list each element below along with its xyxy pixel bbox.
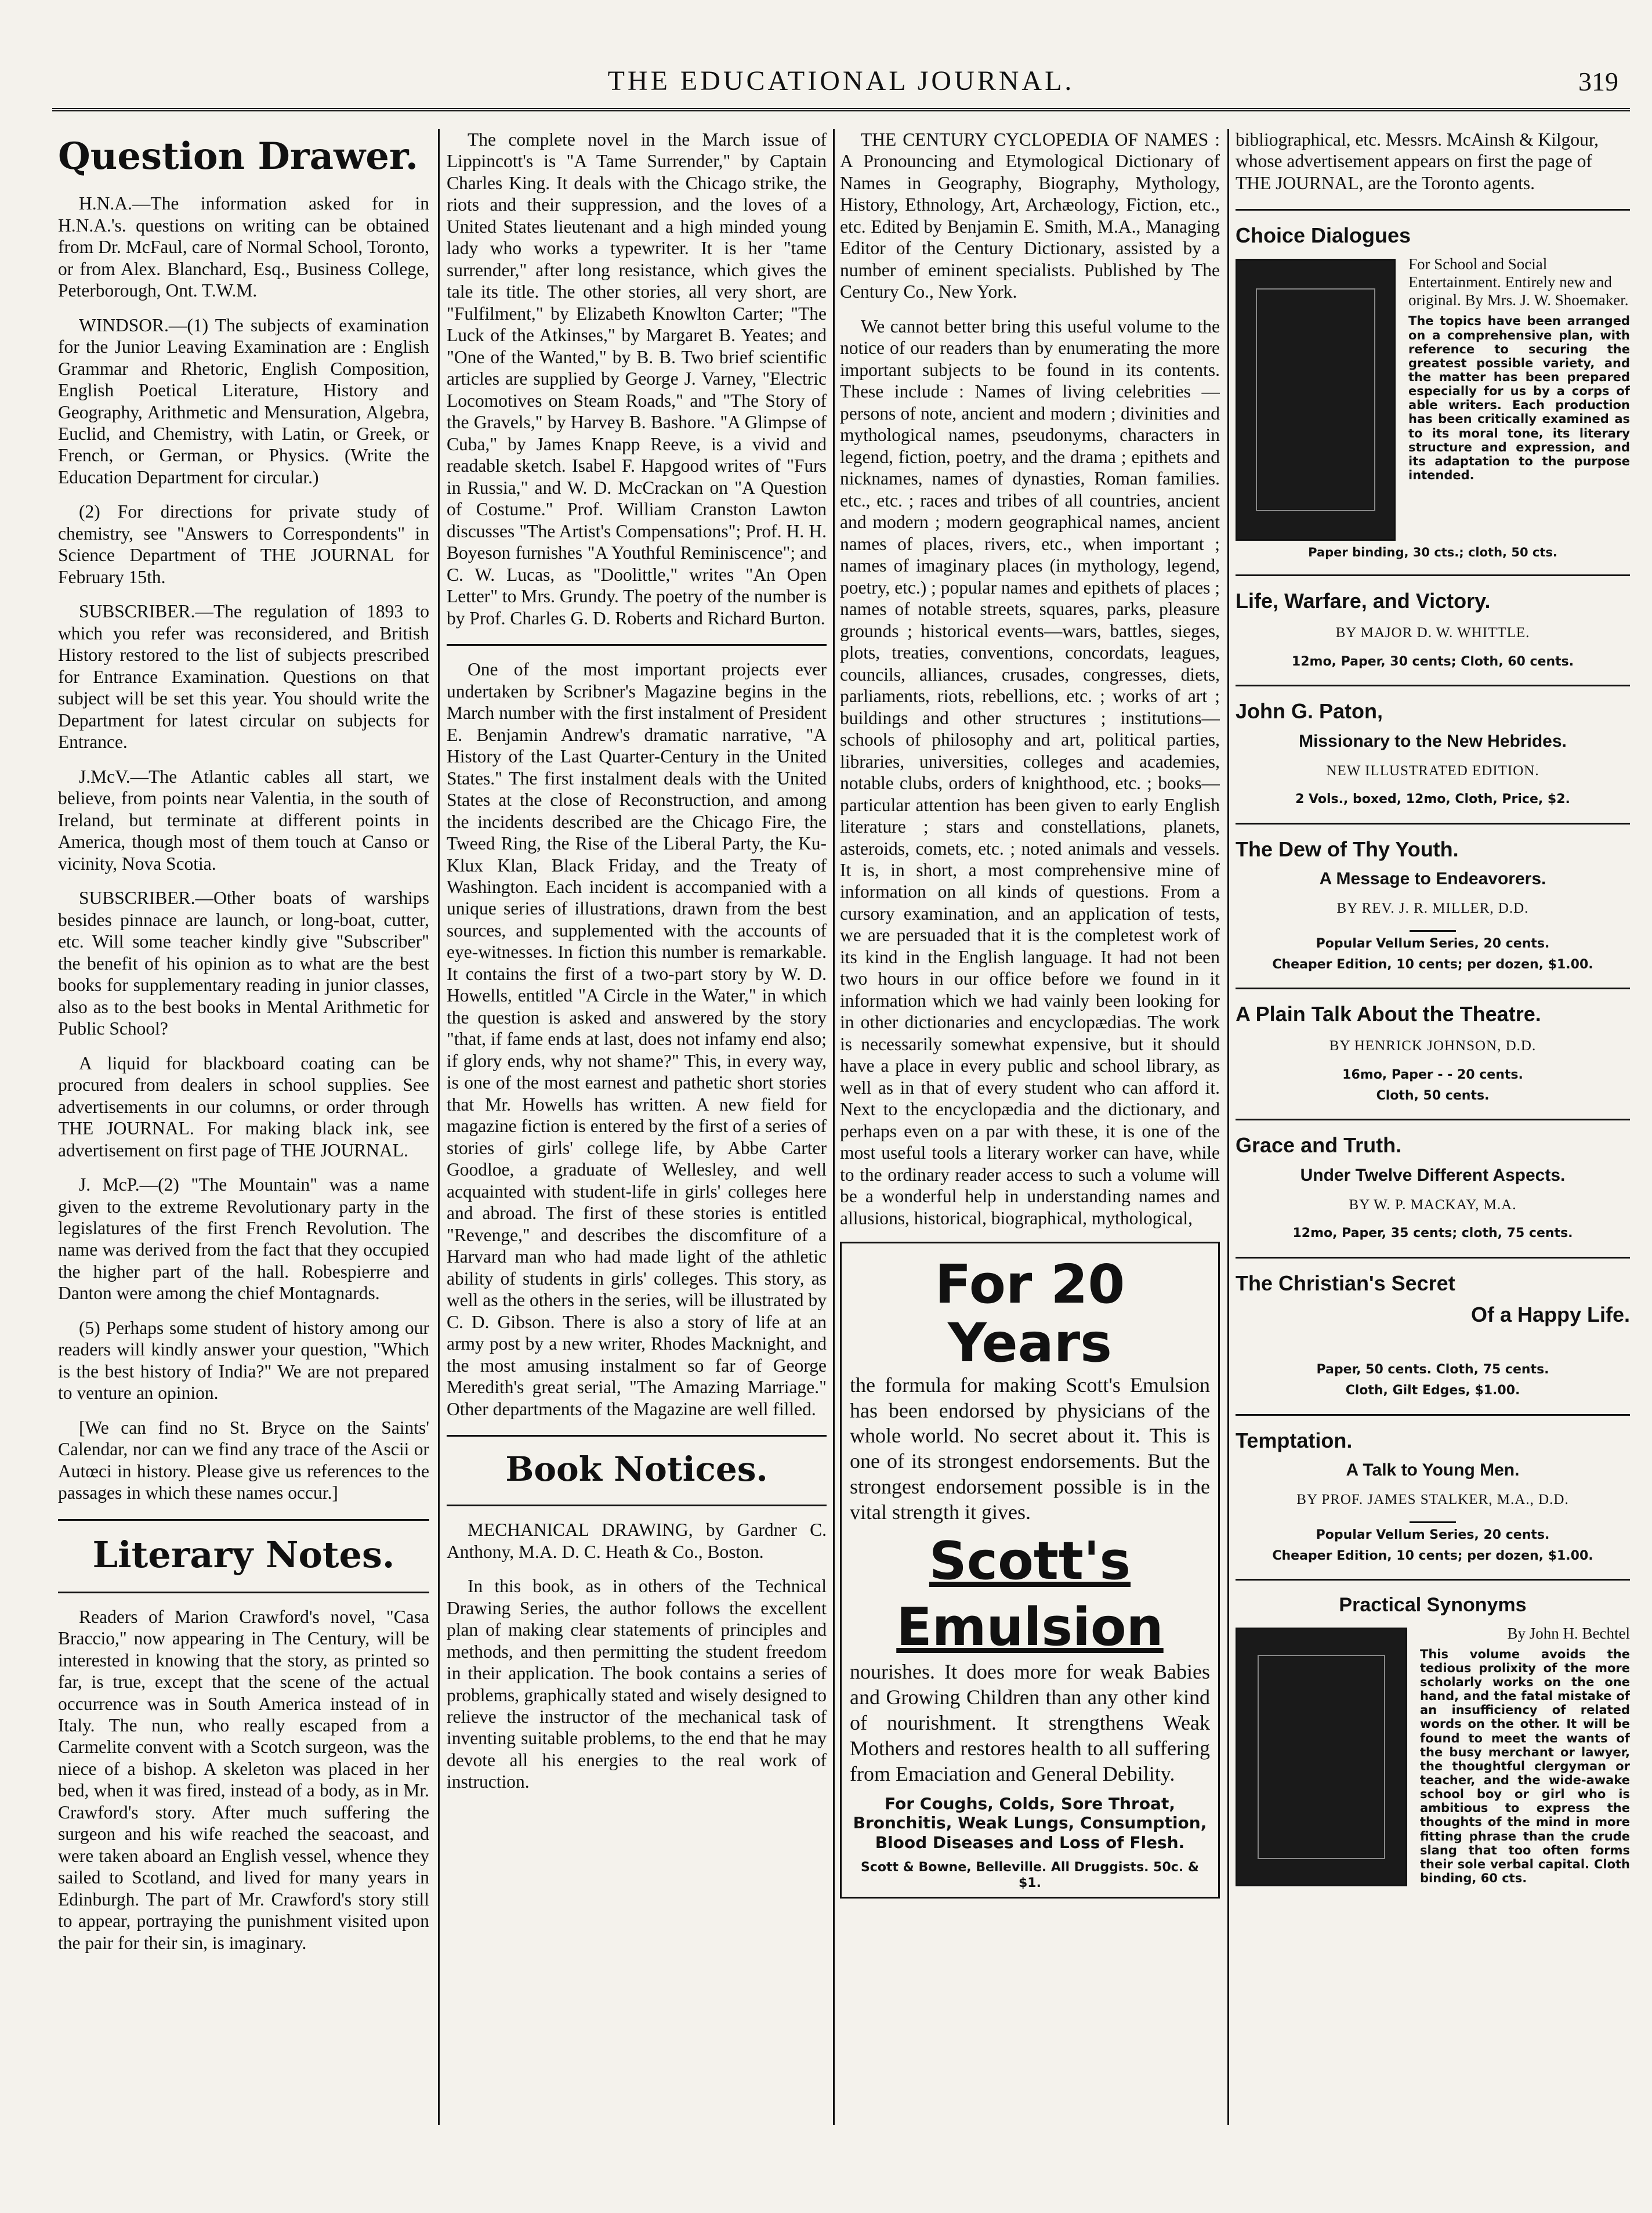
christians-secret-ad <box>1236 1271 1630 1399</box>
theatre-ad <box>1236 1002 1630 1104</box>
ad-title: Choice Dialogues <box>1236 223 1411 248</box>
ad-title: Temptation. <box>1236 1428 1353 1452</box>
ad-subtitle: Of a Happy Life. <box>1470 1303 1630 1327</box>
section-rule <box>1236 685 1630 686</box>
column-2 <box>447 129 827 2125</box>
section-rule <box>447 1435 827 1437</box>
scribners-paragraph: One of the most important projects ever undertaken by Scribner's Magazine begins in the March number with the first instalment of President E. Benjamin Andrew's dramatic narrative, "A History of the Last Quarter-Century in the United States." The first instalment deals with the United States at the close of Reconstruction, and among the incidents described are the Chicago Fire, the Tweed Ring, the Rise of the Liberal Party, the Ku-Klux Klan, Black Friday, and the Treaty of Washington. Each incident is accompanied with a unique series of illustrations, drawn from the best sources, and supplemented with the accounts of eye-witnesses. In fiction this number is remarkable. It contains the first of a two-part story by W. D. Howells, entitled "A Circle in the Water," in which the question is asked and answered by the story "that, if fame ends at last, does not infamy end also; if glory ends, why not shame?" This, in every way, is one of the most earnest and pathetic short stories that Mr. Howells has written. A new field for magazine fiction is entered by the first of a series of stories of girls' college life, by Abbe Carter Goodloe, a graduate of Wellesley, and well acquainted with student-life in girls' colleges here and abroad. The first of these stories is entitled "Revenge," and describes the discomfiture of a Harvard man who had made light of the athletic ability of students in girls' colleges. This story, as well as the others in the series, will be illustrated by C. D. Gibson. There is also a story of life at an army post by a new writer, Rhodes Macknight, and the most amusing instalment so far of George Meredith's great serial, "The Amazing Marriage." Other departments of the Magazine are well filled. <box>447 659 827 1419</box>
column-rule <box>833 129 835 2125</box>
life-warfare-ad <box>1236 589 1630 670</box>
dew-of-youth-ad <box>1236 837 1630 973</box>
book-cover-image <box>1236 259 1396 541</box>
ad-author: By John H. Bechtel <box>1507 1624 1630 1642</box>
page-header <box>52 65 1630 111</box>
ad-price: 12mo, Paper, 35 cents; cloth, 75 cents. <box>1292 1226 1573 1241</box>
page-number: 319 <box>1578 67 1618 96</box>
ad-body: This volume avoids the tedious prolixity of the more scholarly works on the one hand, and the fatal mistake of an insufficiency of related words on the other. It will be found to meet the wants of the busy merchant or lawyer, the thoughtful clergyman or teacher, and the wide-awake school boy or girl who is ambitious to express the thoughts of the mind in more fitting phrase than the crude slang that too often forms their sole verbal capital. Cloth binding, 60 cts. <box>1420 1647 1630 1886</box>
choice-dialogues-ad <box>1236 223 1630 559</box>
section-rule <box>1236 209 1630 211</box>
section-rule <box>447 644 827 646</box>
qd-paragraph: J. McP.—(2) "The Mountain" was a name given to the extreme Revolutionary party in the legislatures of the first French Revolution. The name was derived from the fact that they occupied the higher part of the hall. Robespierre and Danton were among the chief Montagnards. <box>58 1174 429 1304</box>
cyclopedia-review: We cannot better bring this useful volume to the notice of our readers than by enumerating the more important subjects to be found in its contents. These include : Names of living celebrities — persons of note, ancient and modern ; divinities and mythological names, pseudonyms, characters in legend, fiction, poetry, and the drama ; epithets and nicknames, names of dynasties, Roman families. etc., etc. ; races and tribes of all countries, ancient and modern ; modern geographical names, ancient names of places, rivers, etc., when important ; names of imaginary places (in mythology, legend, poetry, etc.) ; popular names and epithets of places ; names of notable streets, squares, parks, pleasure grounds ; historical events—wars, battles, sieges, plots, treaties, conventions, concordats, leagues, councils, alliances, crusades, congresses, diets, parliaments, riots, rebellions, etc. ; works of art ; buildings and other structures ; institutions—schools of philosophy and art, political parties, libraries, universities, colleges and academies, notable clubs, orders of knighthood, etc. ; books—particular attention has been given to early English literature ; stars and constellations, planets, asteroids, comets, etc. ; noted animals and vessels. It is, in short, a most comprehensive mine of information on all kinds of questions. From a cursory examination, and an application of tests, we are persuaded that it is the completest work of its kind in the English language. It had not been two hours in our office before we found in it information which we had vainly been looking for in other dictionaries and encyclopædias. The work is necessarily somewhat expensive, but it should have a place in every public and school library, as well as in that of every student who can afford it. Next to the encyclopædia and the dictionary, and perhaps even on a par with these, it is one of the most useful tools a literary worker can have, while to the ordinary reader access to such a volume will be a wonderful help in understanding names and allusions, historical, biographical, mythological, <box>840 316 1220 1228</box>
ad-subtitle: Under Twelve Different Aspects. <box>1300 1165 1566 1185</box>
temptation-ad <box>1236 1429 1630 1564</box>
qd-paragraph: SUBSCRIBER.—Other boats of warships besides pinnace are launch, or long-boat, cutter, etc. Will some teacher kindly give "Subscriber" the benefit of his opinion as to what are the best books for supplementary reading in junior classes, also as to the best books in Mental Arithmetic for Public School? <box>58 888 429 1039</box>
ad-title: The Dew of Thy Youth. <box>1236 837 1459 861</box>
bn-title: MECHANICAL DRAWING, by Gardner C. Anthony, M.A. D. C. Heath & Co., Boston. <box>447 1520 827 1562</box>
brand-name: Scott's <box>929 1531 1131 1592</box>
ad-price: Cheaper Edition, 10 cents; per dozen, $1.00. <box>1272 1549 1593 1564</box>
ln-paragraph: Readers of Marion Crawford's novel, "Casa Braccio," now appearing in The Century, will be interested in knowing that the story, as printed so far, is true, except that the scene of the actual occurrence was in South America instead of in Italy. The nun, who really escaped from a Carmelite convent with a Scotch surgeon, was the niece of a bishop. A skeleton was placed in her bed, when it was fired, instead of a body, as in Mr. Crawford's story. After much suffering the surgeon and his wife reached the seacoast, and were taken aboard an English vessel, whence they sailed to Scotland, and lived for many years in Edinburgh. The part of Mr. Crawford's story still to appear, portraying the punishment visited upon the pair for their sin, is imaginary. <box>58 1606 429 1953</box>
ad-title: Practical Synonyms <box>1339 1594 1527 1617</box>
ad-body: nourishes. It does more for weak Babies and Growing Children than any other kind of nourishment. It strengthens Weak Mothers and restores health to all suffering from Emaciation and General Debility. <box>850 1660 1210 1785</box>
qd-paragraph: H.N.A.—The information asked for in H.N.A.'s. questions on writing can be obtained from Dr. McFaul, care of Normal School, Toronto, or from Alex. Blanchard, Esq., Business College, Peterborough, Ont. T.W.M. <box>58 193 429 301</box>
column-3 <box>840 129 1220 2125</box>
ad-price: Popular Vellum Series, 20 cents. <box>1316 936 1550 951</box>
qd-paragraph: WINDSOR.—(1) The subjects of examination for the Junior Leaving Examination are : English Grammar and Rhetoric, English Composition, English Poetical Literature, History and Geography, Arithmetic and Mensuration, Algebra, Euclid, and Chemistry, with Latin, or Greek, or French, or German, or Physics. (Write the Education Department for circular.) <box>58 314 429 487</box>
practical-synonyms-ad <box>1236 1593 1630 1885</box>
section-rule <box>1236 1257 1630 1259</box>
ad-author: BY MAJOR D. W. WHITTLE. <box>1335 625 1530 641</box>
qd-paragraph: SUBSCRIBER.—The regulation of 1893 to which you refer was reconsidered, and British History restored to the list of subjects prescribed for Entrance Examination. Questions on that subject will be set this year. You should write the Department for latest circular on subjects for Entrance. <box>58 601 429 753</box>
column-1 <box>58 129 429 2125</box>
ad-title: Grace and Truth. <box>1236 1133 1402 1158</box>
column-rule <box>438 129 440 2125</box>
section-rule <box>1236 574 1630 576</box>
section-rule <box>447 1505 827 1506</box>
qd-paragraph: [We can find no St. Bryce on the Saints' Calendar, nor can we find any trace of the Ascii or Autœci in history. Please give us references to the passages in which these names occur.] <box>58 1417 429 1503</box>
ad-price: Paper binding, 30 cts.; cloth, 50 cts. <box>1308 545 1557 560</box>
book-notices-heading: Book Notices. <box>505 1449 768 1489</box>
bn-paragraph: In this book, as in others of the Technical Drawing Series, the author follows the excellent plan of making clear statements of principles and methods, and then permitting the student freedom in their application. The book contains a series of problems, graphically stated and wisely designed to relieve the instructor of the mechanical task of inventing suitable problems, to the end that he may devote all his energies to the real work of instruction. <box>447 1576 827 1792</box>
ad-title: Life, Warfare, and Victory. <box>1236 589 1491 613</box>
brand-name: Emulsion <box>896 1596 1164 1658</box>
ad-price: Cloth, 50 cents. <box>1376 1088 1490 1103</box>
ad-title: The Christian's Secret <box>1236 1271 1455 1295</box>
ad-title: A Plain Talk About the Theatre. <box>1236 1002 1541 1026</box>
lippincott-paragraph: The complete novel in the March issue of Lippincott's is "A Tame Surrender," by Captain Charles King. It deals with the Chicago strike, the riots and their suppression, and the loves of a United States lieutenant and a high minded young lady who works a typewriter. It is her "tame surrender," after long resistance, which gives the tale its title. The other stories, all very short, are "Fulfilment," by Elizabeth Knowlton Carter; "The Luck of the Atkinses," by Margaret B. Yeates; and "One of the Wanted," by B. B. Two brief scientific articles are supplied by George J. Varney, "Electric Locomotives on Steam Roads," and "The Story of the Gravels," by Harvey B. Bashore. "A Glimpse of Cuba," by James Knapp Reeve, is a vivid and readable sketch. Isabel F. Hapgood writes of "Furs in Russia," and W. D. McCrackan on "A Question of Costume." Prof. William Cranston Lawton discusses "The Artist's Compensations"; Prof. H. H. Boyeson furnishes "A Youthful Reminiscence"; and C. W. Lucas, as "Doolittle," writes "An Open Letter" to Mrs. Grundy. The poetry of the number is by Prof. Charles G. D. Roberts and Richard Burton. <box>447 129 827 628</box>
section-rule <box>1236 823 1630 825</box>
column-4 <box>1236 129 1630 2125</box>
qd-paragraph: A liquid for blackboard coating can be procured from dealers in school supplies. See advertisements in our columns, or order through THE JOURNAL. For making black ink, see advertisement on first page of THE JOURNAL. <box>58 1053 429 1160</box>
qd-paragraph: J.McV.—The Atlantic cables all start, we believe, from points near Valentia, in the south of Ireland, but terminate at different points in America, though most of them touch at Canso or vicinity, Nova Scotia. <box>58 766 429 874</box>
section-rule <box>1236 988 1630 989</box>
ad-body: The topics have been arranged on a comprehensive plan, with reference to securing the greatest possible variety, and the matter has been prepared especially for us by a corps of able writers. Each production has been critically examined as to its moral tone, its literary structure and expression, and its adaptation to the purpose intended. <box>1408 314 1630 482</box>
cyclopedia-title: THE CENTURY CYCLOPEDIA OF NAMES : A Pronouncing and Etymological Dictionary of Names in Geography, Biography, Mythology, History, Ethnology, Art, Archæology, Fiction, etc., etc. Edited by Benjamin E. Smith, M.A., Managing Editor of the Century Dictionary, assisted by a number of eminent specialists. Published by The Century Co., New York. <box>840 129 1220 302</box>
ad-price: Paper, 50 cents. Cloth, 75 cents. <box>1316 1362 1549 1377</box>
ad-author: BY W. P. MACKAY, M.A. <box>1349 1196 1517 1213</box>
paton-ad <box>1236 699 1630 807</box>
ad-price: Popular Vellum Series, 20 cents. <box>1316 1527 1550 1542</box>
ad-edition: NEW ILLUSTRATED EDITION. <box>1326 762 1539 779</box>
ad-price: Cheaper Edition, 10 cents; per dozen, $1.00. <box>1272 957 1593 972</box>
ad-author: BY HENRICK JOHNSON, D.D. <box>1329 1038 1537 1054</box>
section-rule <box>58 1519 429 1521</box>
short-rule <box>1410 930 1456 932</box>
ad-price: 16mo, Paper - - 20 cents. <box>1342 1067 1523 1082</box>
ad-conditions: For Coughs, Colds, Sore Throat, Bronchitis, Weak Lungs, Consumption, Blood Diseases and Loss of Flesh. <box>853 1793 1207 1852</box>
ad-price: Cloth, Gilt Edges, $1.00. <box>1345 1383 1520 1398</box>
ad-footer: Scott & Bowne, Belleville. All Druggists. 50c. & $1. <box>860 1860 1200 1890</box>
section-rule <box>58 1592 429 1593</box>
qd-paragraph: (2) For directions for private study of chemistry, see "Answers to Correspondents" in Science Department of THE JOURNAL for February 15th. <box>58 501 429 587</box>
book-cover-image <box>1236 1628 1407 1886</box>
ad-price: 2 Vols., boxed, 12mo, Cloth, Price, $2. <box>1295 792 1570 807</box>
section-rule <box>1236 1414 1630 1416</box>
qd-paragraph: (5) Perhaps some student of history among our readers will kindly answer your question, "Which is the best history of India?" We are not prepared to venture an opinion. <box>58 1317 429 1404</box>
literary-notes-heading: Literary Notes. <box>92 1533 395 1576</box>
ad-subtitle: A Talk to Young Men. <box>1346 1460 1520 1480</box>
ad-author: BY PROF. JAMES STALKER, M.A., D.D. <box>1296 1492 1569 1508</box>
ad-headline: For 20 Years <box>934 1253 1125 1375</box>
short-rule <box>1410 1521 1456 1523</box>
grace-truth-ad <box>1236 1133 1630 1241</box>
ad-subtitle: Missionary to the New Hebrides. <box>1299 732 1567 751</box>
ad-price: 12mo, Paper, 30 cents; Cloth, 60 cents. <box>1291 655 1574 669</box>
section-rule <box>1236 1119 1630 1120</box>
ad-author: BY REV. J. R. MILLER, D.D. <box>1336 901 1529 917</box>
ad-lead: For School and Social Entertainment. Entirely new and original. By Mrs. J. W. Shoemaker. <box>1408 255 1629 309</box>
question-drawer-heading: Question Drawer. <box>58 135 419 178</box>
ad-intro: the formula for making Scott's Emulsion has been endorsed by physicians of the whole world. No secret about it. This is one of its strongest endorsements. But the strongest endorsement possible is in the vital strength it gives. <box>850 1373 1210 1524</box>
journal-title: THE EDUCATIONAL JOURNAL. <box>607 66 1075 96</box>
ad-subtitle: A Message to Endeavorers. <box>1319 869 1546 889</box>
section-rule <box>1236 1579 1630 1581</box>
scotts-emulsion-ad <box>840 1242 1220 1898</box>
header-rule <box>52 108 1630 111</box>
column-rule <box>1227 129 1229 2125</box>
ad-title: John G. Paton, <box>1236 699 1383 724</box>
continued-paragraph: bibliographical, etc. Messrs. McAinsh & Kilgour, whose advertisement appears on first the page of THE JOURNAL, are the Toronto agents. <box>1236 129 1599 193</box>
